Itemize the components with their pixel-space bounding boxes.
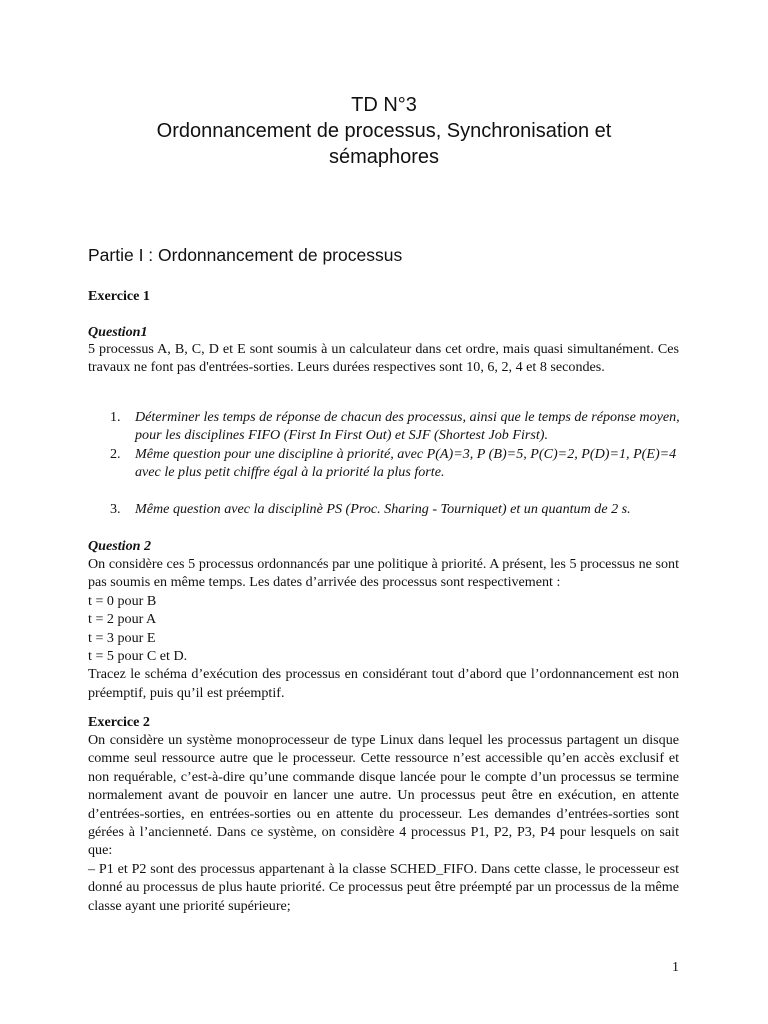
part-heading: Partie I : Ordonnancement de processus xyxy=(88,245,403,265)
page-number: 1 xyxy=(672,960,679,975)
arrival-line: t = 0 pour B xyxy=(88,592,157,609)
arrival-line: t = 2 pour A xyxy=(88,611,157,628)
list-item-text: Déterminer les temps de réponse de chacun des processus, ainsi que le temps de réponse moyen, pour les disciplines FIFO (First In First Out) et SJF (Shortest Job First). xyxy=(135,409,680,444)
list-item-text: Même question avec la disciplinè PS (Proc. Sharing - Tourniquet) et un quantum de 2 s. xyxy=(135,501,631,517)
list-item-number: 2. xyxy=(110,445,121,462)
title-line-2: Ordonnancement de processus, Synchronisation et xyxy=(156,120,612,142)
list-item-number: 3. xyxy=(110,501,121,517)
question-2-body xyxy=(88,555,679,702)
exercise-2-paragraph: On considère un système monoprocesseur de type Linux dans lequel les processus partagent un disque comme seul ressource autre que le processeur. Cette ressource n’est accessible qu’en accès exclusif et non requérable, c’est-à-dire qu’une commande disque lancée pour le compte d’un processus se termine normalement avant de pouvoir en lancer une autre. Un processus peut être en exécution, en attente d’entrées-sorties, en entrées-sorties ou en attente du processeur. Les demandes d’entrées-sorties sont gérées à l’ancienneté. Dans ce système, on considère 4 processus P1, P2, P3, P4 pour lesquels on sait que: xyxy=(88,732,679,859)
question-1-heading: Question1 xyxy=(88,324,148,340)
question-2-conclusion: Tracez le schéma d’exécution des processus en considérant tout d’abord que l’ordonnancement est non préemptif, puis qu’il est préemptif. xyxy=(88,666,679,701)
title-line-3: sémaphores xyxy=(328,146,440,168)
exercise-1-heading: Exercice 1 xyxy=(88,288,150,304)
question-1-text: 5 processus A, B, C, D et E sont soumis à un calculateur dans cet ordre, mais quasi simultanément. Ces travaux ne font pas d'entrées-sorties. Leurs durées respectives sont 10, 6, 2, 4 et 8 secondes. xyxy=(88,341,679,376)
title-line-1: TD N°3 xyxy=(351,94,417,116)
exercise-2-body xyxy=(88,731,679,915)
arrival-line: t = 3 pour E xyxy=(88,629,156,646)
arrival-line: t = 5 pour C et D. xyxy=(88,648,188,665)
list-item-number: 1. xyxy=(110,409,121,425)
list-item xyxy=(110,408,680,445)
list-item xyxy=(110,500,680,518)
question-2-intro: On considère ces 5 processus ordonnancés par une politique à priorité. A présent, les 5 processus ne sont pas soumis en même temps. Les dates d’arrivée des processus sont respectivement : xyxy=(88,556,679,591)
question-2-heading: Question 2 xyxy=(88,538,152,554)
document-title xyxy=(0,92,768,170)
question-1-list xyxy=(110,408,680,482)
list-item xyxy=(110,445,680,482)
list-item-text: Même question pour une discipline à priorité, avec P(A)=3, P (B)=5, P(C)=2, P(D)=1, P(E)=4 avec le plus petit chiffre égal à la priorité la plus forte. xyxy=(135,445,677,481)
question-1-list-item-3 xyxy=(110,500,680,518)
exercise-2-bullet: – P1 et P2 sont des processus appartenant à la classe SCHED_FIFO. Dans cette classe, le processeur est donné au processus de plus haute priorité. Ce processus peut être préempté par un processus de la même classe ayant une priorité supérieure; xyxy=(88,860,679,914)
exercise-2-heading: Exercice 2 xyxy=(88,714,150,730)
